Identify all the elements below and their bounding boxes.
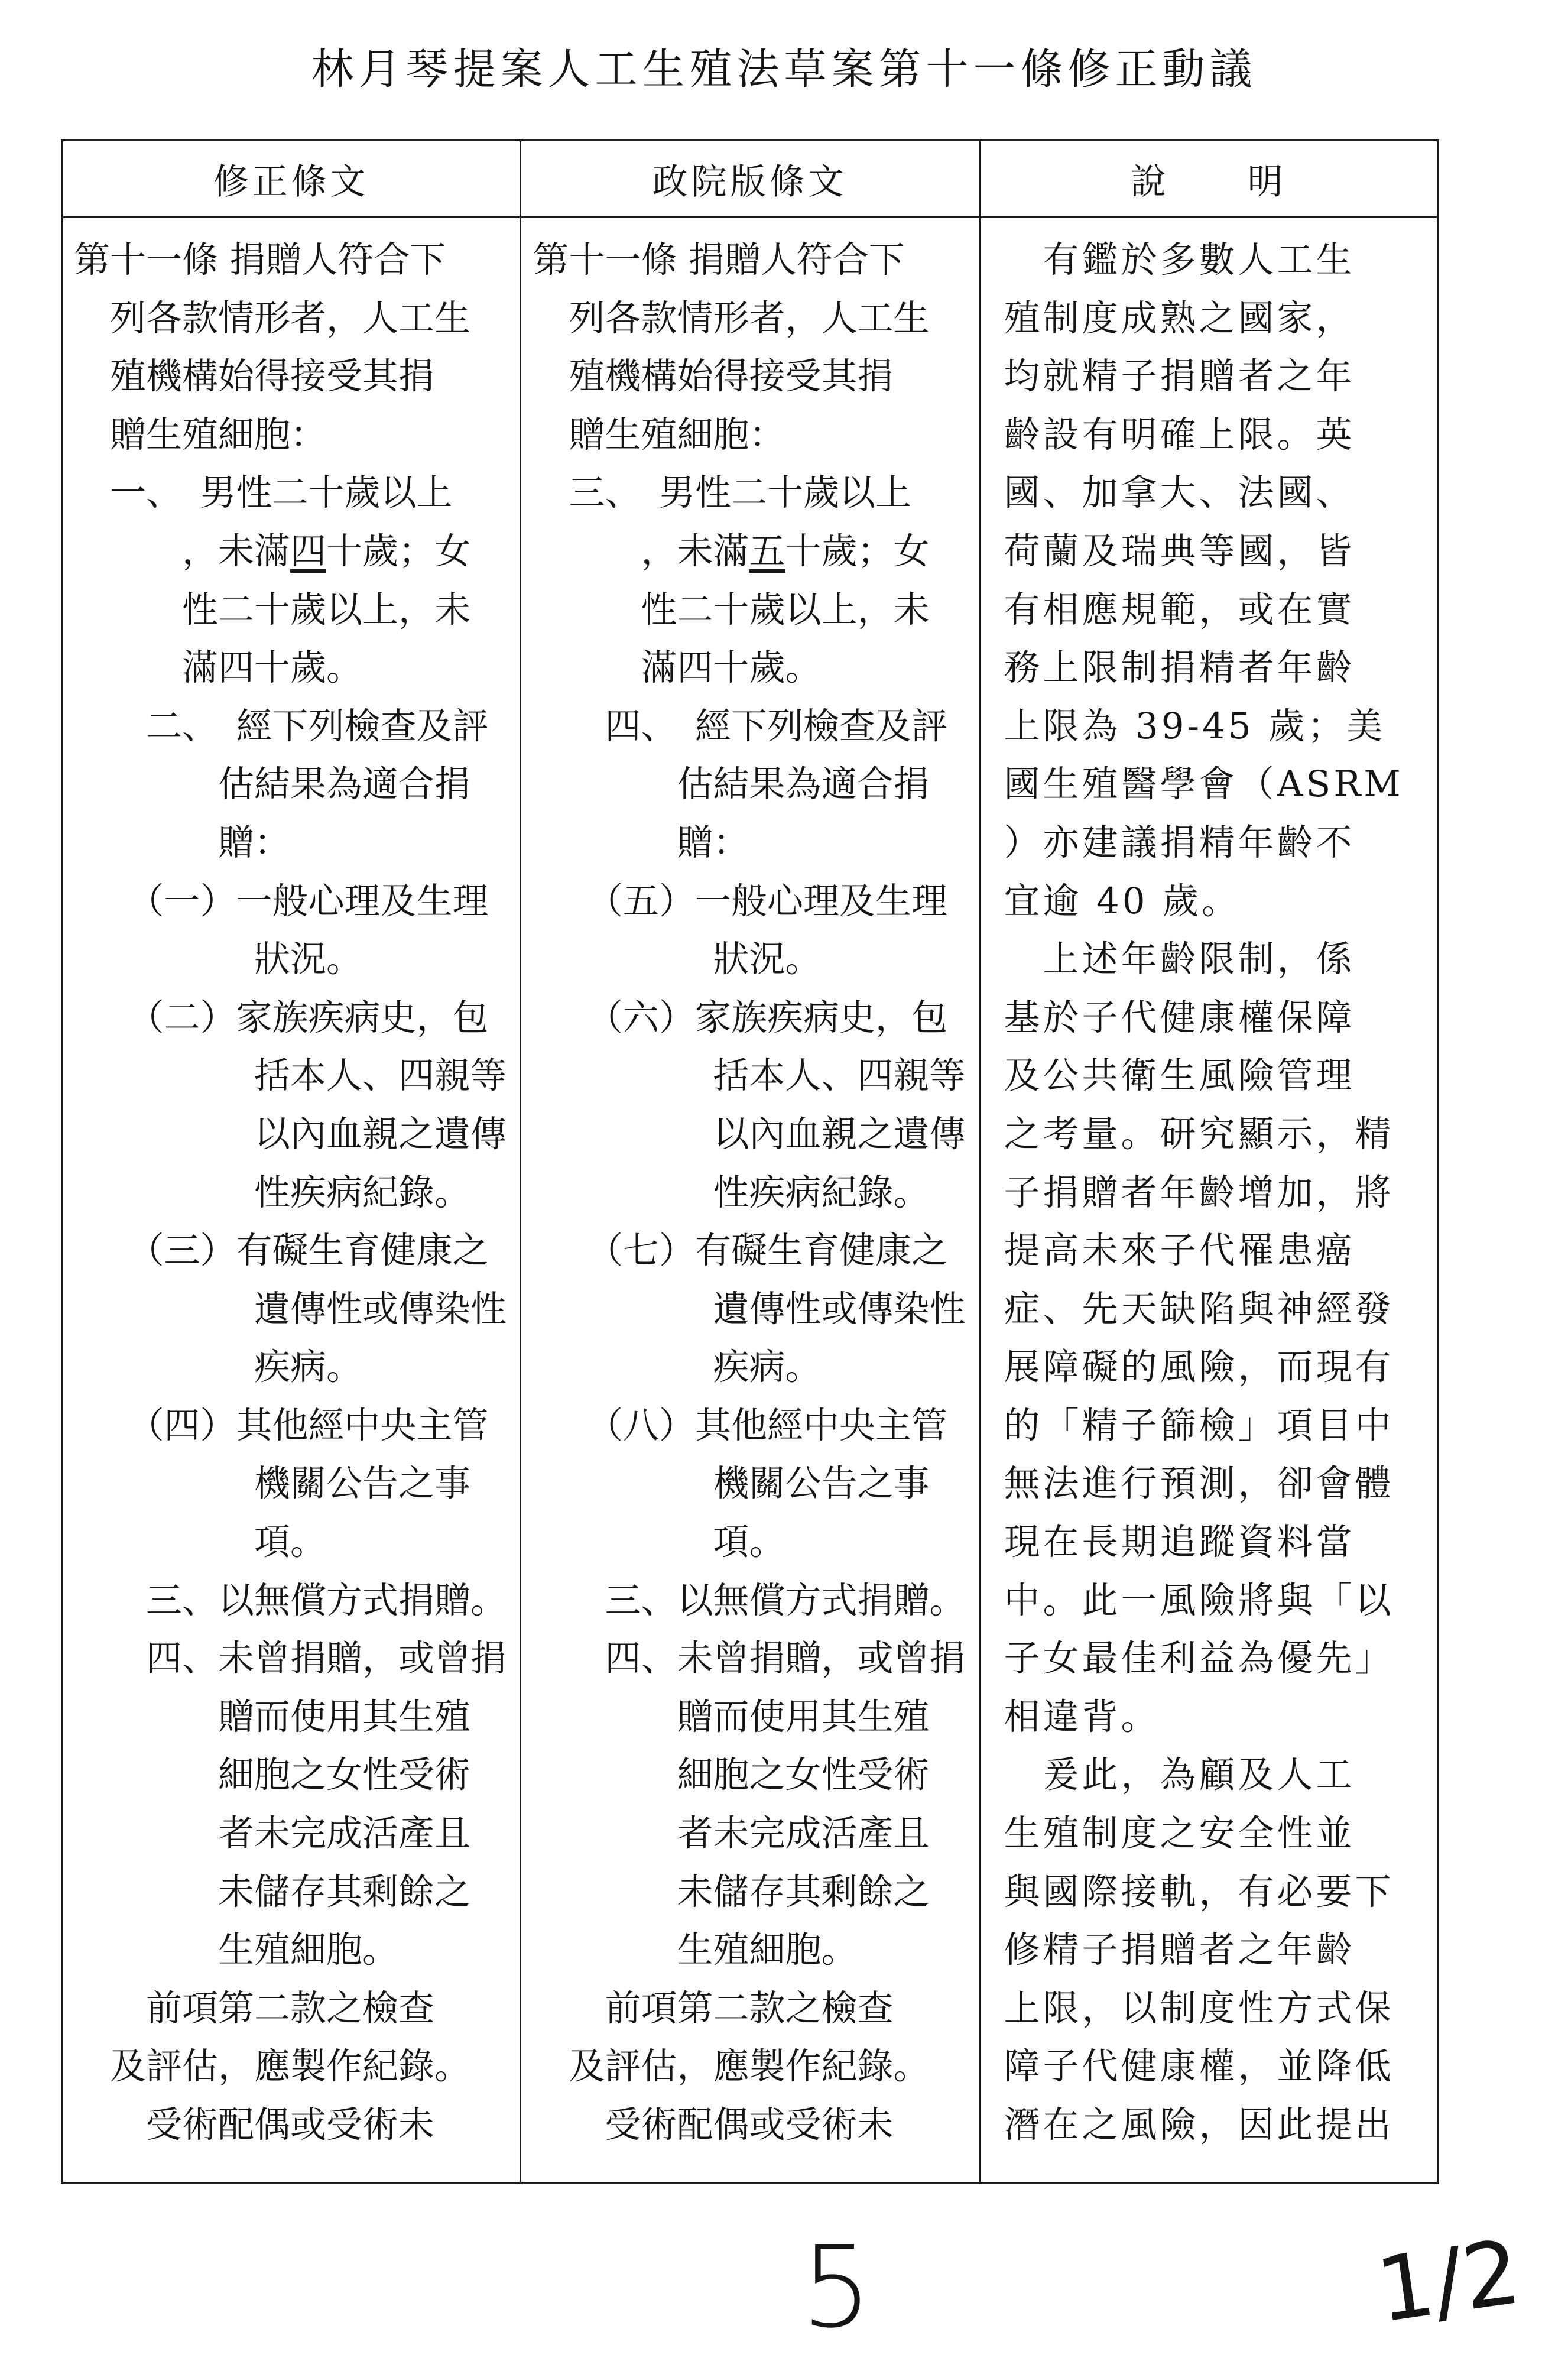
original-line: （七）有礙生育健康之 [533, 1230, 948, 1272]
amended-line: 一、 男性二十歲以上 [74, 472, 453, 514]
original-line: 殖機構始得接受其捐 [533, 355, 894, 398]
amendment-table [61, 139, 1439, 2184]
original-line: 贈而使用其生殖 [533, 1695, 930, 1738]
notes-line: 有相應規範，或在實 [1004, 588, 1355, 631]
original-line: 四、 經下列檢查及評 [533, 705, 948, 747]
amended-line: 性疾病紀錄。 [74, 1171, 471, 1214]
notes-line: 荷蘭及瑞典等國，皆 [1004, 530, 1355, 572]
amended-line: 未儲存其剩餘之 [74, 1870, 471, 1913]
amended-line: 估結果為適合捐 [74, 763, 471, 806]
notes-line: 殖制度成熟之國家， [1004, 297, 1355, 339]
notes-line: 潛在之風險，因此提出 [1004, 2104, 1394, 2146]
notes-line: 相違背。 [1004, 1695, 1160, 1738]
notes-line: 宜逾 40 歲。 [1004, 880, 1241, 922]
amended-article-text [74, 231, 520, 2155]
original-line: 贈： [533, 821, 749, 864]
original-line: （八）其他經中央主管 [533, 1404, 948, 1446]
original-line: 狀況。 [533, 938, 822, 981]
notes-line: 基於子代健康權保障 [1004, 996, 1355, 1039]
original-line: 第十一條 捐贈人符合下 [533, 239, 905, 281]
notes-line: 上限，以制度性方式保 [1004, 1987, 1394, 2029]
amended-line: 疾病。 [74, 1346, 363, 1389]
amended-line: 三、以無償方式捐贈。 [74, 1579, 507, 1621]
amended-line: 贈： [74, 821, 291, 864]
original-line: 滿四十歲。 [533, 647, 822, 689]
amended-line: 殖機構始得接受其捐 [74, 355, 435, 398]
original-line: 括本人、四親等 [533, 1055, 966, 1097]
original-line: 三、以無償方式捐贈。 [533, 1579, 966, 1621]
notes-line: 的「精子篩檢」項目中 [1004, 1404, 1394, 1446]
page-number: 5 [801, 2222, 872, 2353]
document-title: 林月琴提案人工生殖法草案第十一條修正動議 [311, 44, 1257, 94]
original-line: 估結果為適合捐 [533, 763, 930, 806]
notes-line: 與國際接軌，有必要下 [1004, 1870, 1394, 1913]
notes-line: 齡設有明確上限。英 [1004, 413, 1355, 456]
header-explanation: 說 明 [979, 140, 1438, 218]
original-line: 及評估，應製作紀錄。 [533, 2045, 930, 2088]
amended-line-tail: 十歲；女 [326, 530, 471, 572]
notes-line: 修精子捐贈者之年齡 [1004, 1929, 1355, 1971]
notes-line: 現在長期追蹤資料當 [1004, 1521, 1355, 1564]
amended-line: 者未完成活產且 [74, 1812, 471, 1855]
original-line: 疾病。 [533, 1346, 822, 1389]
notes-line: 子捐贈者年齡增加，將 [1004, 1171, 1394, 1214]
original-line: 機關公告之事 [533, 1462, 930, 1505]
notes-line: 無法進行預測，卻會體 [1004, 1462, 1394, 1505]
amended-line: 受術配偶或受術未 [74, 2104, 435, 2146]
amended-line: 贈生殖細胞： [74, 413, 327, 456]
notes-line: 子女最佳利益為優先」 [1004, 1637, 1394, 1680]
notes-line: 提高未來子代罹患癌 [1004, 1230, 1355, 1272]
notes-line: 上述年齡限制，係 [1004, 938, 1355, 981]
original-line: 性疾病紀錄。 [533, 1171, 930, 1214]
original-line-tail: 十歲；女 [785, 530, 930, 572]
header-amended-text: 修正條文 [62, 140, 520, 218]
amended-line: （四）其他經中央主管 [74, 1404, 489, 1446]
amended-cell [62, 218, 520, 2184]
original-line: （六）家族疾病史，包 [533, 996, 948, 1039]
table-header-row [62, 140, 1438, 218]
notes-line: 爰此，為顧及人工 [1004, 1754, 1355, 1796]
amended-line: 滿四十歲。 [74, 647, 363, 689]
notes-line: 國、加拿大、法國、 [1004, 472, 1355, 514]
original-line: 生殖細胞。 [533, 1929, 858, 1971]
table-body-row [62, 218, 1438, 2184]
original-line: 受術配偶或受術未 [533, 2104, 894, 2146]
amended-line: 以內血親之遺傳 [74, 1112, 507, 1155]
amended-line-text: ，未滿 [74, 530, 291, 572]
original-age-limit-mark: 五 [749, 530, 785, 572]
amended-line: 機關公告之事 [74, 1462, 471, 1505]
original-line: 遺傳性或傳染性 [533, 1287, 966, 1330]
amended-line: 狀況。 [74, 938, 363, 981]
amended-line: 生殖細胞。 [74, 1929, 399, 1971]
original-article-text [533, 231, 979, 2155]
original-line: 細胞之女性受術 [533, 1754, 930, 1796]
original-line: 性二十歲以上，未 [533, 588, 930, 631]
amended-line: 性二十歲以上，未 [74, 588, 471, 631]
amended-line: （二）家族疾病史，包 [74, 996, 489, 1039]
notes-line: ）亦建議捐精年齡不 [1004, 821, 1355, 864]
original-line: 贈生殖細胞： [533, 413, 785, 456]
notes-line: 上限為 39-45 歲；美 [1004, 705, 1386, 747]
amended-line: 二、 經下列檢查及評 [74, 705, 489, 747]
amended-line: 項。 [74, 1521, 327, 1564]
header-original-text: 政院版條文 [520, 140, 979, 218]
amended-line: 前項第二款之檢查 [74, 1987, 435, 2029]
notes-line: 之考量。研究顯示，精 [1004, 1112, 1394, 1155]
amended-line: 遺傳性或傳染性 [74, 1287, 507, 1330]
original-line [533, 523, 979, 581]
notes-line: 國生殖醫學會（ASRM [1004, 763, 1404, 806]
amended-line: （一）一般心理及生理 [74, 880, 489, 922]
amended-line: 細胞之女性受術 [74, 1754, 471, 1796]
notes-line: 生殖制度之安全性並 [1004, 1812, 1355, 1855]
amended-line: 第十一條 捐贈人符合下 [74, 239, 446, 281]
notes-line: 中。此一風險將與「以 [1004, 1579, 1394, 1621]
amended-line: 四、未曾捐贈，或曾捐 [74, 1637, 507, 1680]
original-line: 者未完成活產且 [533, 1812, 930, 1855]
original-line: 項。 [533, 1521, 785, 1564]
amended-line: 括本人、四親等 [74, 1055, 507, 1097]
notes-line: 症、先天缺陷與神經發 [1004, 1287, 1394, 1330]
amended-line [74, 523, 520, 581]
original-line: 三、 男性二十歲以上 [533, 472, 912, 514]
amended-line: （三）有礙生育健康之 [74, 1230, 489, 1272]
notes-line: 展障礙的風險，而現有 [1004, 1346, 1394, 1389]
original-line-text: ，未滿 [533, 530, 749, 572]
original-line: 未儲存其剩餘之 [533, 1870, 930, 1913]
notes-line: 障子代健康權，並降低 [1004, 2045, 1394, 2088]
explanation-text [1004, 231, 1437, 2155]
notes-line: 及公共衛生風險管理 [1004, 1055, 1355, 1097]
notes-line: 均就精子捐贈者之年 [1004, 355, 1355, 398]
original-line: （五）一般心理及生理 [533, 880, 948, 922]
amended-line: 贈而使用其生殖 [74, 1695, 471, 1738]
notes-line: 務上限制捐精者年齡 [1004, 647, 1355, 689]
original-line: 前項第二款之檢查 [533, 1987, 894, 2029]
original-cell [520, 218, 979, 2184]
original-line: 列各款情形者，人工生 [533, 297, 930, 339]
page-fraction: 1/2 [1371, 2221, 1527, 2343]
amended-line: 及評估，應製作紀錄。 [74, 2045, 471, 2088]
explanation-cell [979, 218, 1438, 2184]
amended-age-limit-mark: 四 [290, 530, 327, 572]
original-line: 四、未曾捐贈，或曾捐 [533, 1637, 966, 1680]
amended-line: 列各款情形者，人工生 [74, 297, 471, 339]
original-line: 以內血親之遺傳 [533, 1112, 966, 1155]
notes-line: 有鑑於多數人工生 [1004, 239, 1355, 281]
